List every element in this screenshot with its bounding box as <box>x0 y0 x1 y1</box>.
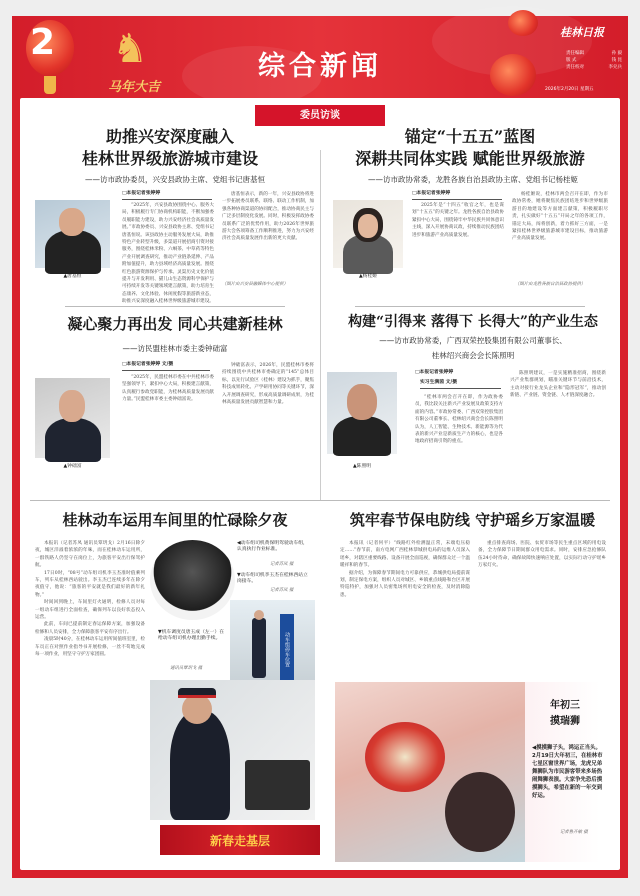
lantern-icon <box>508 10 538 36</box>
photo-caption: ▲陈照明 <box>352 464 372 469</box>
photo-caption: ▼机车调度员唐玉成（左一）在给动车组司机办理出勤手续。 <box>158 630 225 641</box>
feature-title: 年初三 <box>550 700 580 711</box>
photo-caption: ▲钟础富 <box>63 464 82 469</box>
headline: 桂林世界级旅游城市建设 <box>81 149 258 168</box>
portrait-photo <box>327 372 397 454</box>
byline: 实习生满茵 文/摄 <box>420 380 501 389</box>
article-body <box>35 540 145 815</box>
byline: □本报记者张婷婷 文/摄 <box>122 362 210 371</box>
feature-title: 摸瑞狮 <box>550 716 580 727</box>
headline: 桂林动车运用车间里的忙碌除夕夜 <box>62 511 288 529</box>
article-body: “2025年，兴安县政协围绕中心、服务大局，积极履行专门协商机构职能，不断加强委员履职能力建设，助力兴安经济社会高质量发展。”市政协委员、兴安县政协主席、党组书记唐基恒说。该县政协主动服务发展大局，助推特色产业转型升级，多渠道开展招商引资对接服务，围绕桂林米粉、六峒茶、中草药等特色产业开展调查研究，推动产业链条延伸、产品附加值提升，助力县域经济高质量发展。围绕红色旅游资源保护与传承、灵渠历史文化价值提升与开发利用、猫儿山生态资源科学保护与可持续开发等关键领域建言献策，助力培育生态康养、文化体验、休闲度假等旅游新业态，助推兴安深度融入桂林世界级旅游城市建设。 <box>122 203 214 305</box>
article-body: “桂林市两会召开在即，作为政协委员，我比较关注新兴产业发展及政策支持方面的内容。”市政协常委、广西双荣控股集团有限公司董事长、桂林绍兴商会会长陈照明认为，人工智能、生物技术、新能源等为代表的新兴产业是新质生产力的核心，也是各地政府招商引资的重点。 <box>415 395 503 445</box>
photo-credit: 记者苏凤 摄 <box>270 562 294 567</box>
editor-name: 李兑兵 <box>608 65 622 70</box>
portrait-photo <box>35 378 110 458</box>
photo-credit: 记者苏凤 摄 <box>270 588 294 593</box>
portrait-photo <box>35 200 110 268</box>
headline: 构建“引得来 落得下 长得大”的产业生态 <box>348 314 598 330</box>
article-body: 重点排查商场、医院、农贸市场等民生重点区域的用电设备，全力保障节日期间群众用电需求。同时，安排应急抢修队伍24小时待命，确保故障快速响应处置，以实际行动守护瑶乡万家灯火。 <box>478 541 606 569</box>
article-divider <box>65 306 285 307</box>
paragraph: 17日0时，“08号”动车组司机李玉杰准时值乘列车，列车从桂林西站驶出。李玉杰已连续多年在除夕夜值守，他说：“旅客的平安就是我们最好的新年礼物。” <box>35 570 145 598</box>
subtitle: ——访市政协委员，兴安县政协主席、党组书记唐基恒 <box>85 175 265 184</box>
editor-line <box>566 50 622 56</box>
section-title: 综合新闻 <box>258 51 382 82</box>
byline: □本报记者张婷婷 <box>415 370 454 375</box>
photo-caption: ◀动车组司机黄保明驾驶动车组，认真执行作业标准。 <box>237 541 308 552</box>
headline: 深耕共同体实践 赋能世界级旅游 <box>355 149 585 168</box>
article-divider <box>355 306 585 307</box>
masthead: 桂林日报 <box>560 26 604 39</box>
paragraph: 此前，车间已提前制定春运保障方案，加强设备检修和人员安排，全力保障旅客平安有序出行。 <box>35 622 145 635</box>
paragraph: 凌晨5时40分，在桂林动车运用所间值班室里，检车员正在对照作业指导书开展检修，一丝不苟地完成每一项作业，用坚守守护万家团圆。 <box>35 637 145 658</box>
column-tag: 委员访谈 <box>255 105 385 126</box>
banner-text: 新春走基层 <box>209 833 270 848</box>
section-divider <box>30 500 610 501</box>
editor-line <box>566 57 622 63</box>
editor-role: 责任校对 <box>566 65 584 70</box>
portrait-photo <box>333 200 403 268</box>
editor-name: 孙 毅 <box>611 51 622 56</box>
subtitle: ——访市政协常委，龙胜各族自治县政协主席、党组书记杨桂姬 <box>368 175 578 184</box>
photo-credit: （图片由兴安县融媒体中心提供） <box>222 282 288 287</box>
photo-caption: ◀摸摸狮子头，鸿运正当头。2月19日大年初三，在桂林市七星区窗世界广场，龙虎兄弟舞狮队为市民游客带来多场热闹舞狮表演。大家争先恐后摸摸狮头，希望在新的一年交到好运。 <box>532 745 603 799</box>
photo-credit: （图片由龙胜各族自治县政协提供） <box>515 282 586 287</box>
paragraph: 时间回到晚上，车间里灯火通明，检修人员对每一组动车组进行全面检查，确保列车以良好状态投入运营。 <box>35 600 145 621</box>
photo-caption: ▲唐基恒 <box>63 274 82 279</box>
photo-caption: ▲杨桂姬 <box>358 274 378 279</box>
article-body: 杨桂姬说，桂林市两会召开在即，作为市政协常委，她将聚焦民族团结进步和世界级旅游目的地建设等方面建言献策，积极履职尽责，扎实做好“十五五”开局之年的各项工作，锚定大局，闯将创新，着力抓好三方面，一是紧扣桂林世界级旅游城市建设目标，推动旅游产业高质量发展。 <box>512 192 608 242</box>
article-body: 陈照明建议，一是实施精准招商，围绕新兴产业集群规划，瞄准关键环节与前沿技术，主动对接行业龙头企业和“隐形冠军”，推动创新链、产业链、资金链、人才链深度融合。 <box>510 371 606 399</box>
editor-line <box>566 64 622 70</box>
page-number: 2 <box>30 22 56 63</box>
headline: 凝心聚力再出发 同心共建新桂林 <box>67 315 283 333</box>
paragraph: 本报讯（记者苏凤 通讯员覃玥戈）2月16日除夕夜，城区洋溢着浓浓的年味，而在桂林动车运用所，一群铁路人仍坚守在岗位上，为旅客平安出行保驾护航。 <box>35 541 145 569</box>
article-body: 唐基恒表示，新的一年，兴安县政协将进一步拓展委员联系、联络、联动工作机制，加强各种协商渠道的协同配合，推动协商民主与广泛多层制度化发展。同时，积极发挥政协委员联系广泛的优势作用，助力2026年世界旅游大会各项筹备工作顺利推进，努力为兴安经济社会高质量发展作出新的更大贡献。 <box>222 192 314 242</box>
dispatcher-photo <box>150 680 315 820</box>
column-divider <box>320 150 321 500</box>
byline: □本报记者张婷婷 <box>412 191 502 200</box>
editor-role: 责任编辑 <box>566 51 584 56</box>
lion-dance-photo <box>335 682 525 862</box>
issue-date: 2026年2月20日 星期五 <box>545 87 594 92</box>
byline: □本报记者张婷婷 <box>122 191 212 200</box>
photo-caption: ▼动车组司机李玉杰在桂林西站立岗接车。 <box>237 573 308 584</box>
train-driver-photo <box>150 540 235 620</box>
horse-logo-text: 马年大吉 <box>108 80 161 95</box>
headline: 助推兴安深度融入 <box>105 127 234 146</box>
subtitle: ——访民盟桂林市委主委钟础富 <box>122 344 228 353</box>
photo-credit: 记者鲁开敏 摄 <box>560 830 588 835</box>
subtitle: 桂林绍兴商会会长陈照明 <box>431 351 515 360</box>
paragraph: 本报讯（记者何平）“线路红外检测温正常，末端电压稳定……”春节前，南方电网广西桂林恭城供电局的运维人员深入瑶乡，对辖区重要线路、设备开展全面巡视，确保群众过一个温暖祥和的春节。 <box>340 541 470 569</box>
subtitle: ——访市政协常委，广西双荣控股集团有限公司董事长、 <box>379 336 567 345</box>
article-body: 2025年是“十四五”收官之年，也是谋划“十五五”的关键之年。龙胜各族自治县政协紧扣中心大局，围绕铸牢中华民族共同体意识主线，深入开展协商议政，持续推动民族团结进步和旅游产业高质量发展。 <box>412 203 504 238</box>
headline: 锚定“十五五”蓝图 <box>404 127 536 146</box>
editor-name: 钱 昆 <box>611 58 622 63</box>
new-spring-banner <box>160 825 320 855</box>
lantern-icon <box>490 54 536 96</box>
article-body: “2025年，民盟桂林市委在中共桂林市委坚强领导下，紧扣中心大局，积极建言献策，认真履行参政党职能，为桂林高质量发展贡献力量。”民盟桂林市委主委钟础富说。 <box>122 375 214 403</box>
horse-logo-icon: ♞ <box>112 26 148 72</box>
article-body <box>340 540 470 680</box>
article-body: 钟础富表示，2026年，民盟桂林市委将持续围绕中共桂林市委确定的“145”总体目标，以先行试验区（桂林）建设为抓手，聚焦科技成果转化、产学研用协同等关键环节，深入开展调查研究，形成高质量调研成果，为桂林高质量发展贡献智慧和力量。 <box>222 363 314 406</box>
headline: 筑牢春节保电防线 守护瑶乡万家温暖 <box>349 511 596 529</box>
editor-role: 版 式 <box>566 58 577 63</box>
paragraph: 据介绍，为保障春节期间电力可靠供应，恭城供电局提前谋划，制定保电方案，组织人员对城区、乡镇重点线路和台区开展特巡特护，加强对人员密集场所用电安全的检查，及时消除隐患。 <box>340 570 470 598</box>
platform-sign: 动车组停车位置 <box>280 614 294 684</box>
photo-credit: 通讯员覃玥戈 摄 <box>170 666 203 671</box>
